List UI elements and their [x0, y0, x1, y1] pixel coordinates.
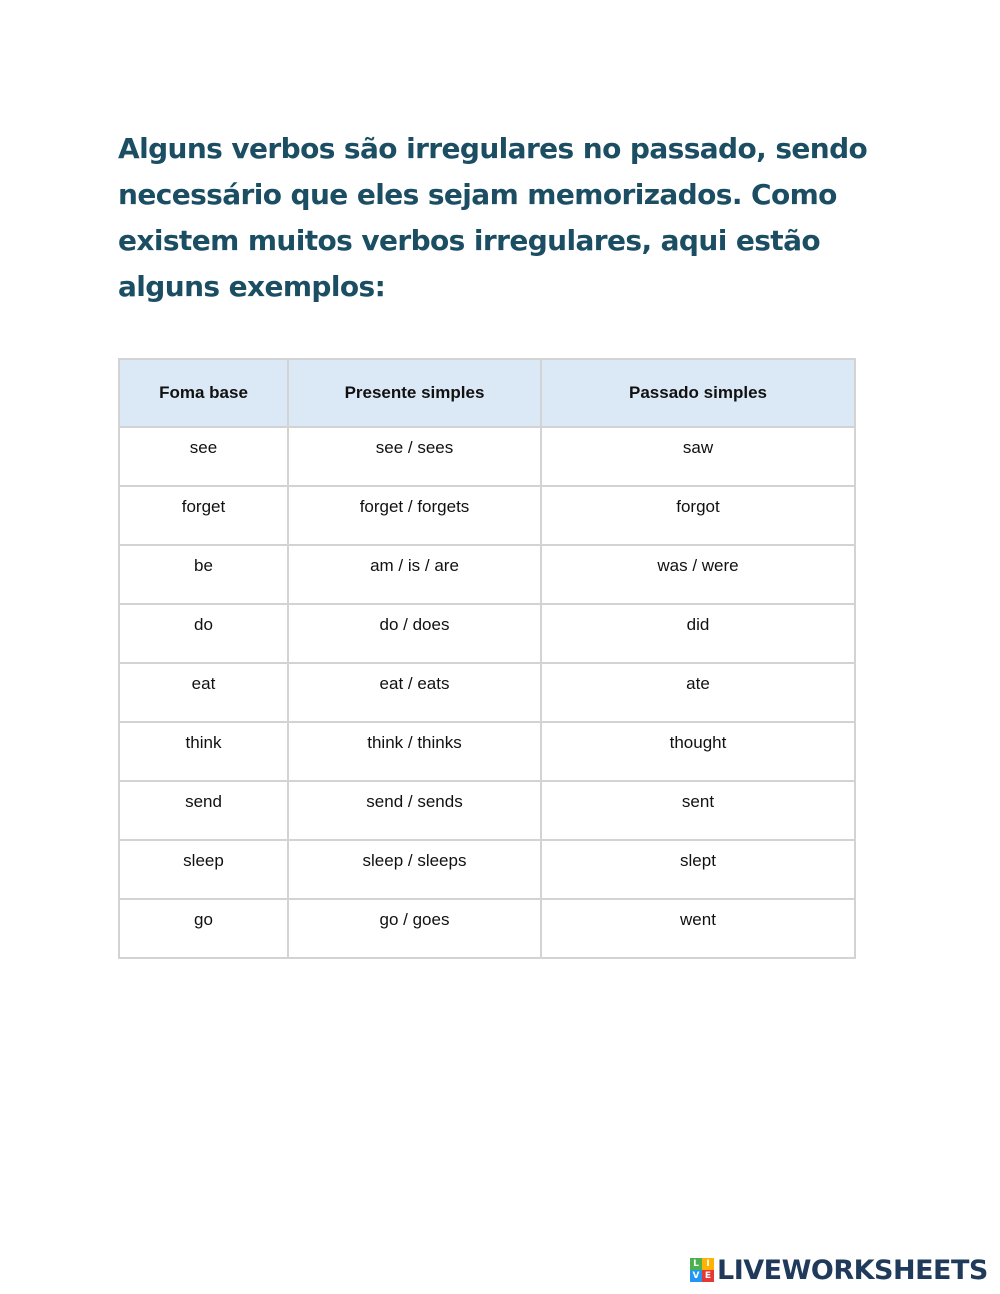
table-row: [119, 427, 855, 486]
logo-tile: L: [690, 1258, 702, 1270]
cell-past-simple: forgot: [541, 486, 855, 545]
cell-past-simple: did: [541, 604, 855, 663]
logo-tile: I: [702, 1258, 714, 1270]
cell-past-simple: thought: [541, 722, 855, 781]
table-row: [119, 604, 855, 663]
cell-present-simple: go / goes: [288, 899, 541, 958]
cell-base-form: sleep: [119, 840, 288, 899]
table-row: [119, 840, 855, 899]
cell-base-form: do: [119, 604, 288, 663]
logo-tile: V: [690, 1270, 702, 1282]
table-row: [119, 486, 855, 545]
table-row: [119, 781, 855, 840]
cell-past-simple: sent: [541, 781, 855, 840]
cell-present-simple: forget / forgets: [288, 486, 541, 545]
cell-present-simple: sleep / sleeps: [288, 840, 541, 899]
liveworksheets-logo: [690, 1254, 988, 1286]
logo-tile: E: [702, 1270, 714, 1282]
cell-past-simple: saw: [541, 427, 855, 486]
cell-present-simple: see / sees: [288, 427, 541, 486]
cell-present-simple: eat / eats: [288, 663, 541, 722]
cell-past-simple: slept: [541, 840, 855, 899]
table-header-row: [119, 359, 855, 427]
cell-present-simple: think / thinks: [288, 722, 541, 781]
liveworksheets-logo-text: LIVEWORKSHEETS: [717, 1254, 988, 1286]
cell-present-simple: am / is / are: [288, 545, 541, 604]
cell-past-simple: ate: [541, 663, 855, 722]
cell-base-form: go: [119, 899, 288, 958]
table-row: [119, 899, 855, 958]
cell-base-form: send: [119, 781, 288, 840]
header-past-simple: Passado simples: [541, 359, 855, 427]
cell-past-simple: went: [541, 899, 855, 958]
table-row: [119, 545, 855, 604]
liveworksheets-logo-icon: [690, 1258, 714, 1282]
table-row: [119, 663, 855, 722]
irregular-verbs-table: [118, 358, 856, 959]
cell-present-simple: do / does: [288, 604, 541, 663]
cell-past-simple: was / were: [541, 545, 855, 604]
cell-base-form: think: [119, 722, 288, 781]
cell-base-form: be: [119, 545, 288, 604]
cell-base-form: forget: [119, 486, 288, 545]
cell-present-simple: send / sends: [288, 781, 541, 840]
header-present-simple: Presente simples: [288, 359, 541, 427]
cell-base-form: eat: [119, 663, 288, 722]
header-base-form: Foma base: [119, 359, 288, 427]
table-row: [119, 722, 855, 781]
cell-base-form: see: [119, 427, 288, 486]
intro-paragraph: Alguns verbos são irregulares no passado, sendo necessário que eles sejam memorizados. Como existem muitos verbos irregulares, aqui estão alguns exemplos:: [118, 132, 868, 303]
